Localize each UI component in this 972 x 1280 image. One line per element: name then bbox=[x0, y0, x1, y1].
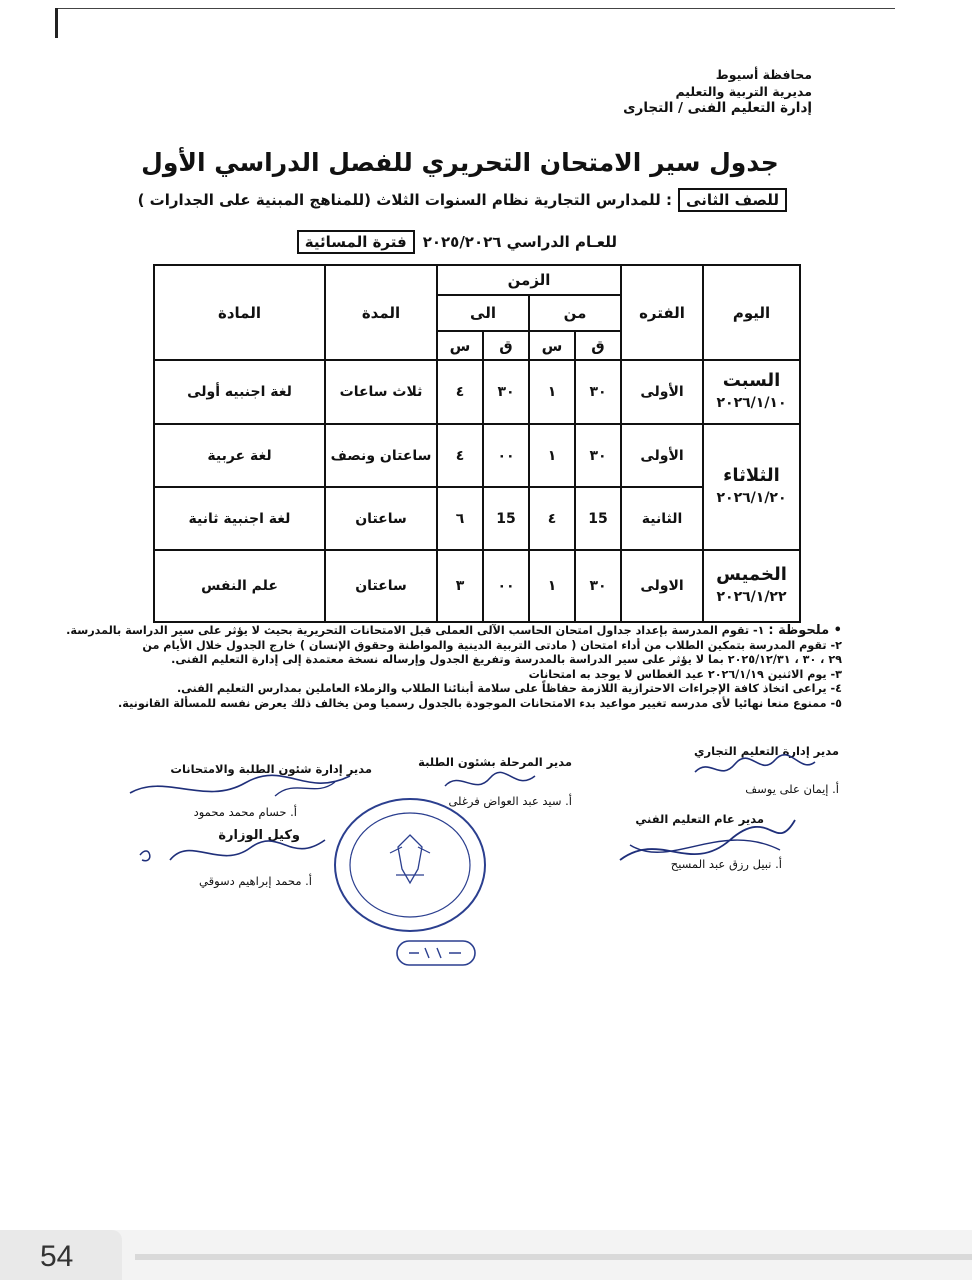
from-hour-cell: ١ bbox=[529, 360, 575, 424]
header-period: الفتره bbox=[621, 265, 703, 360]
from-minute-cell: ٣٠ bbox=[575, 424, 621, 487]
stage-director-name: أ. سيد عبد العواض فرغلى bbox=[448, 794, 572, 808]
scan-border-left bbox=[55, 8, 58, 38]
duration-cell: ساعتان bbox=[325, 550, 437, 622]
document-title: جدول سير الامتحان التحريري للفصل الدراسي الأول bbox=[141, 148, 779, 177]
affairs-director-name: أ. حسام محمد محمود bbox=[193, 805, 297, 819]
subject-cell: لغة اجنبية ثانية bbox=[154, 487, 325, 550]
to-minute-cell: ٠٠ bbox=[483, 424, 529, 487]
directorate-line: مديرية التربية والتعليم bbox=[675, 84, 812, 99]
commercial-director-name: أ. إيمان على يوسف bbox=[745, 782, 839, 796]
grade-label: للصف الثانى bbox=[678, 188, 787, 212]
notes-label: • ملحوظة : bbox=[768, 623, 842, 638]
subtitle-line bbox=[137, 188, 787, 212]
official-stamp bbox=[330, 795, 490, 935]
day-cell bbox=[703, 360, 800, 424]
from-minute-cell: 15 bbox=[575, 487, 621, 550]
signature-scribble bbox=[600, 800, 800, 880]
to-hour-cell: ٣ bbox=[437, 550, 483, 622]
header-day: اليوم bbox=[703, 265, 800, 360]
to-hour-cell: ٤ bbox=[437, 424, 483, 487]
header-to: الى bbox=[437, 295, 529, 331]
table-row bbox=[154, 424, 800, 487]
page-number: 54 bbox=[40, 1240, 74, 1273]
serial-stamp bbox=[395, 938, 477, 968]
administration-line: إدارة التعليم الفنى / التجارى bbox=[623, 100, 812, 116]
day-date: ٢٠٢٦/١/٢٠ bbox=[716, 490, 787, 506]
note-item: ٢- تقوم المدرسة بتمكين الطلاب من أداء امتحان ( مادتى التربية الدينية والمواطنة وحقوق الإنسان ) خارج الجدول خلال الأيام من bbox=[142, 638, 842, 652]
period-cell: الأولى bbox=[621, 360, 703, 424]
header-from-minute: ق bbox=[575, 331, 621, 360]
header-from-hour: س bbox=[529, 331, 575, 360]
header-duration: المدة bbox=[325, 265, 437, 360]
period-cell: الأولى bbox=[621, 424, 703, 487]
header-time: الزمن bbox=[437, 265, 621, 295]
duration-cell: ساعتان ونصف bbox=[325, 424, 437, 487]
duration-cell: ثلاث ساعات bbox=[325, 360, 437, 424]
subtitle-text: : للمدارس التجارية نظام السنوات الثلاث (للمناهج المبنية على الجدارات ) bbox=[137, 191, 673, 209]
governorate-line: محافظة أسيوط bbox=[715, 67, 812, 82]
signature-scribble bbox=[440, 768, 540, 798]
scan-border-top bbox=[55, 8, 895, 9]
note-item: ٥- ممنوع منعا نهائيا لأى مدرسه تغيير مواعيد بدء الامتحانات الموجودة بالجدول رسميا ومن يخالف ذلك يعرض نفسه للمسألة القانونية. bbox=[118, 696, 842, 710]
day-date: ٢٠٢٦/١/٢٢ bbox=[716, 589, 787, 605]
subject-cell: لغة اجنبيه أولى bbox=[154, 360, 325, 424]
from-minute-cell: ٣٠ bbox=[575, 360, 621, 424]
to-minute-cell: ٣٠ bbox=[483, 360, 529, 424]
notes-section bbox=[66, 623, 842, 711]
header-to-hour: س bbox=[437, 331, 483, 360]
from-minute-cell: ٣٠ bbox=[575, 550, 621, 622]
day-cell bbox=[703, 424, 800, 550]
header-from: من bbox=[529, 295, 621, 331]
to-hour-cell: ٦ bbox=[437, 487, 483, 550]
from-hour-cell: ٤ bbox=[529, 487, 575, 550]
to-hour-cell: ٤ bbox=[437, 360, 483, 424]
period-cell: الاولى bbox=[621, 550, 703, 622]
table-row bbox=[154, 550, 800, 622]
academic-year: للعـام الدراسي ٢٠٢٥/٢٠٢٦ bbox=[422, 233, 617, 251]
general-director-title: مدير عام التعليم الفني bbox=[635, 812, 764, 826]
academic-year-line bbox=[297, 230, 617, 254]
deputy-name: أ. محمد إبراهيم دسوقي bbox=[199, 874, 312, 888]
to-minute-cell: 15 bbox=[483, 487, 529, 550]
period-cell: الثانية bbox=[621, 487, 703, 550]
note-item: ٤- يراعى اتخاذ كافة الإجراءات الاحترازية اللازمة حفاظاً على سلامة أبنائنا الطلاب والزملاء العاملين بمدارس التعليم الفنى. bbox=[176, 682, 842, 695]
signature-scribble bbox=[125, 768, 355, 808]
day-cell bbox=[703, 550, 800, 622]
to-minute-cell: ٠٠ bbox=[483, 550, 529, 622]
affairs-director-title: مدير إدارة شئون الطلبة والامتحانات bbox=[170, 762, 372, 776]
commercial-director-title: مدير إدارة التعليم التجاري bbox=[693, 744, 839, 758]
note-item: ٢٩ ، ٣٠ ، ٢٠٢٥/١٢/٣١ بما لا يؤثر على سير الدراسة بالمدرسة وتفريغ الجدول وإرساله نسخة معتمدة إلى إدارة التعليم الفنى. bbox=[171, 653, 842, 666]
table-row bbox=[154, 360, 800, 424]
duration-cell: ساعتان bbox=[325, 487, 437, 550]
page-scroll-track[interactable] bbox=[135, 1254, 972, 1260]
stage-director-title: مدير المرحلة بشئون الطلبة bbox=[418, 755, 572, 769]
deputy-title: وكيل الوزارة bbox=[218, 828, 300, 843]
subject-cell: لغة عربية bbox=[154, 424, 325, 487]
header-to-minute: ق bbox=[483, 331, 529, 360]
issuer-header bbox=[552, 66, 812, 117]
general-director-name: أ. نبيل رزق عبد المسيح bbox=[670, 857, 782, 871]
note-item: ٣- يوم الاثنين ٢٠٢٦/١/١٩ عيد الغطاس لا يوجد به امتحانات bbox=[528, 667, 842, 681]
from-hour-cell: ١ bbox=[529, 550, 575, 622]
signature-scribble bbox=[130, 830, 330, 880]
note-item: • ملحوظة : ١- تقوم المدرسة بإعداد جداول امتحان الحاسب الآلى العملى قبل الامتحانات التحريرية بحيث لا يؤثر على سير الدراسة بالمدرسة. bbox=[66, 623, 842, 638]
day-name: الثلاثاء bbox=[723, 465, 780, 486]
signature-scribble bbox=[690, 752, 820, 787]
day-date: ٢٠٢٦/١/١٠ bbox=[716, 395, 787, 411]
subject-cell: علم النفس bbox=[154, 550, 325, 622]
day-name: الخميس bbox=[716, 564, 787, 585]
period-label: فترة المسائية bbox=[297, 230, 415, 254]
from-hour-cell: ١ bbox=[529, 424, 575, 487]
exam-schedule-table bbox=[153, 264, 801, 623]
day-name: السبت bbox=[722, 370, 781, 391]
header-subject: المادة bbox=[154, 265, 325, 360]
